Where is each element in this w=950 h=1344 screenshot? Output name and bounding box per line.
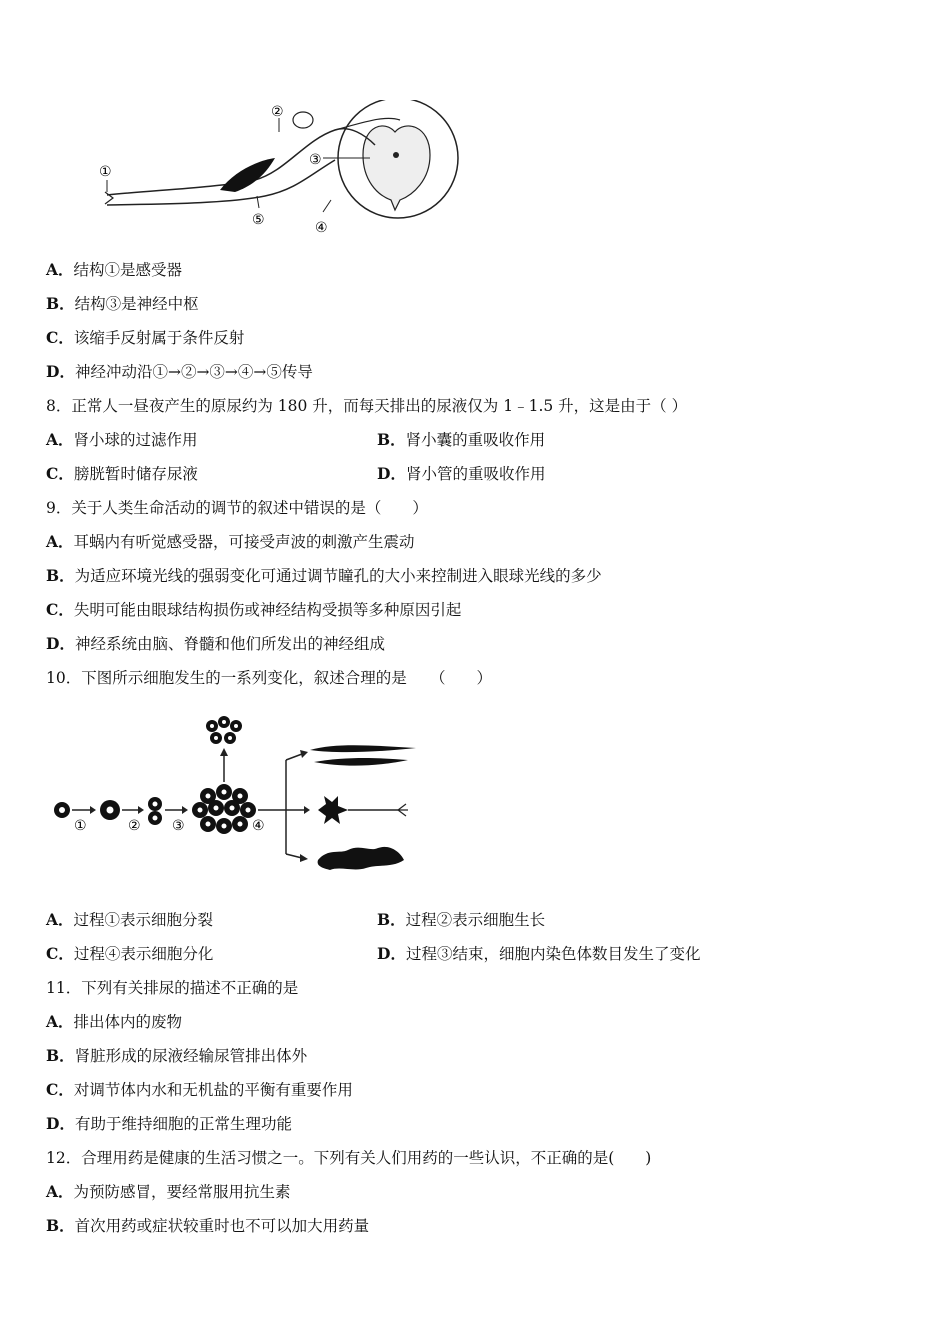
q8-option-b: B．肾小囊的重吸收作用: [377, 430, 546, 449]
q12-stem: 12．合理用药是健康的生活习惯之一。下列有关人们用药的一些认识，不正确的是( ): [46, 1149, 652, 1167]
q10-option-b: B．过程②表示细胞生长: [377, 910, 546, 929]
q11-option-a: A．排出体内的废物: [46, 1012, 183, 1031]
q11-option-b: B．肾脏形成的尿液经输尿管排出体外: [46, 1046, 308, 1065]
q8-stem: 8．正常人一昼夜产生的原尿约为 180 升，而每天排出的尿液仅为 1﹣1.5 升，这是由于（ ）: [46, 397, 688, 415]
q9-option-b: B．为适应环境光线的强弱变化可通过调节瞳孔的大小来控制进入眼球光线的多少: [46, 566, 602, 585]
cell-change-figure: [48, 712, 428, 877]
q7-option-a: A．结构①是感受器: [46, 260, 183, 279]
reflex-arc-figure: [95, 100, 465, 240]
q11-stem: 11．下列有关排尿的描述不正确的是: [46, 979, 299, 997]
fig2-label-1: ①: [74, 818, 87, 834]
label-1: ①: [99, 164, 112, 180]
q10-stem: 10．下图所示细胞发生的一系列变化，叙述合理的是 （ ）: [46, 669, 492, 687]
q8-option-c: C．膀胱暂时储存尿液: [46, 464, 198, 483]
q10-option-d: D．过程③结束，细胞内染色体数目发生了变化: [377, 944, 701, 963]
fig2-label-4: ④: [252, 818, 265, 834]
label-5: ⑤: [252, 212, 265, 228]
q7-option-b: B．结构③是神经中枢: [46, 294, 199, 313]
q9-option-c: C．失明可能由眼球结构损伤或神经结构受损等多种原因引起: [46, 600, 462, 619]
fig2-label-3: ③: [172, 818, 185, 834]
q10-option-c: C．过程④表示细胞分化: [46, 944, 214, 963]
label-4: ④: [315, 220, 328, 236]
q8-option-a: A．肾小球的过滤作用: [46, 430, 198, 449]
q11-option-c: C．对调节体内水和无机盐的平衡有重要作用: [46, 1080, 353, 1099]
q7-option-d: D．神经冲动沿①→②→③→④→⑤传导: [46, 362, 313, 381]
q9-option-a: A．耳蜗内有听觉感受器，可接受声波的刺激产生震动: [46, 532, 415, 551]
q9-option-d: D．神经系统由脑、脊髓和他们所发出的神经组成: [46, 634, 385, 653]
q7-option-c: C．该缩手反射属于条件反射: [46, 328, 245, 347]
label-3: ③: [309, 152, 322, 168]
q10-option-a: A．过程①表示细胞分裂: [46, 910, 214, 929]
label-2: ②: [271, 104, 284, 120]
q8-option-d: D．肾小管的重吸收作用: [377, 464, 546, 483]
q12-option-b: B．首次用药或症状较重时也不可以加大用药量: [46, 1216, 370, 1235]
q12-option-a: A．为预防感冒，要经常服用抗生素: [46, 1182, 291, 1201]
q9-stem: 9．关于人类生命活动的调节的叙述中错误的是（ ）: [46, 499, 428, 517]
fig2-label-2: ②: [128, 818, 141, 834]
q11-option-d: D．有助于维持细胞的正常生理功能: [46, 1114, 292, 1133]
